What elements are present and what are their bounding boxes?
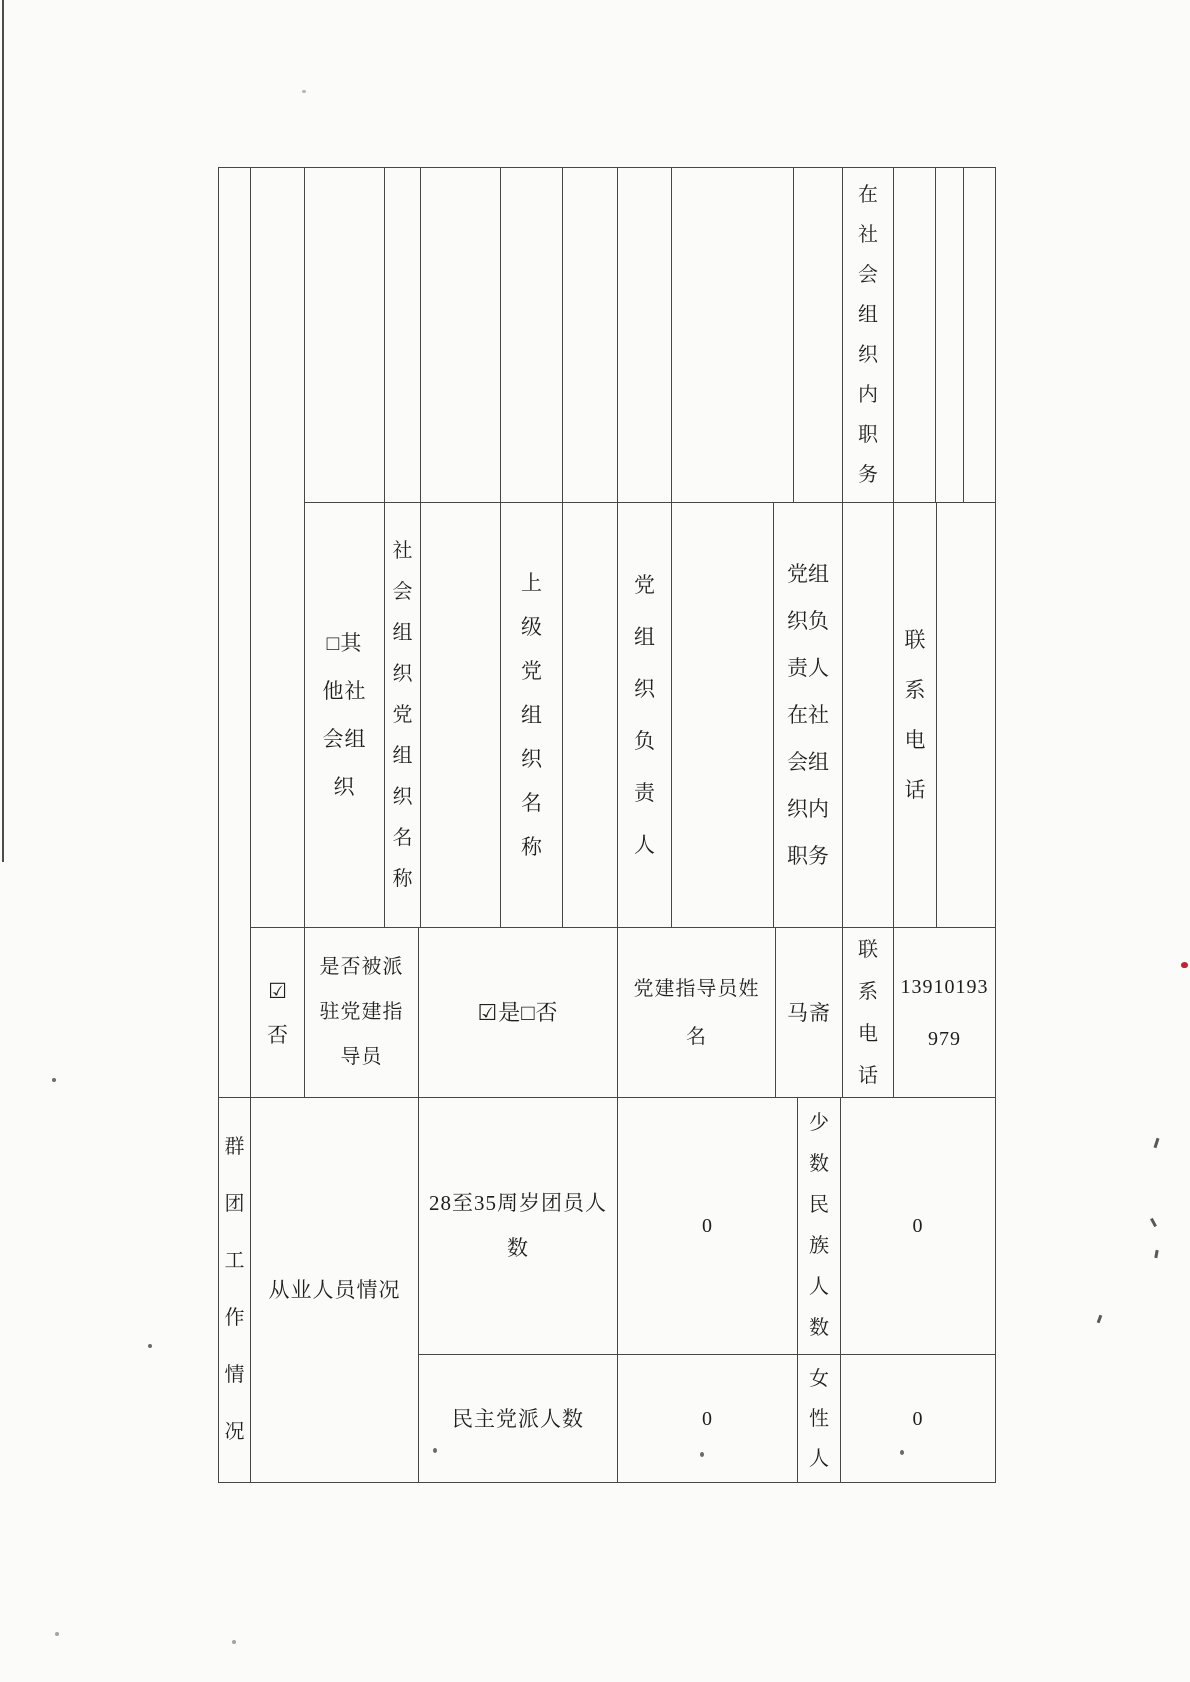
cell-r3-contact-phone-header — [842, 927, 894, 1098]
cell-democratic-party-value — [617, 1354, 798, 1483]
cell-no-checkbox — [250, 927, 305, 1098]
scan-mark-2 — [1150, 1218, 1157, 1227]
cell-yes-no-checkbox — [418, 927, 618, 1098]
cell-section-group-work — [218, 1097, 251, 1483]
cell-r1-empty-10 — [935, 167, 964, 503]
cell-social-org-party-org-name-header — [384, 502, 421, 928]
other-social-org-label: □其他社会组织 — [322, 631, 367, 799]
cell-league-members-label — [418, 1097, 618, 1355]
cell-other-social-org — [304, 502, 385, 928]
female-label: 女性人 — [809, 1367, 829, 1470]
scan-speck-4 — [700, 1452, 704, 1457]
cell-left-spacer-column — [218, 167, 251, 1098]
scan-speck-5 — [900, 1450, 904, 1455]
social-org-party-org-name-label: 社会组织党组织名称 — [392, 539, 413, 890]
superior-party-org-name-label: 上级党组织名称 — [521, 571, 542, 859]
party-org-leader-label: 党组织负责人 — [634, 573, 655, 857]
scan-speck-3 — [433, 1448, 437, 1453]
cell-position-in-org-header — [842, 167, 894, 503]
cell-instructor-name-value — [775, 927, 843, 1098]
scan-mark-3 — [1154, 1250, 1158, 1258]
r3-contact-phone-header-label: 联系电话 — [858, 938, 878, 1087]
scan-speck-6 — [302, 90, 306, 93]
position-in-org-header-label: 在社会组织内职务 — [858, 184, 878, 486]
cell-r1-empty-11 — [963, 167, 996, 503]
minority-value: 0 — [912, 1215, 924, 1237]
female-value: 0 — [912, 1407, 924, 1430]
scan-mark-4 — [1097, 1315, 1103, 1324]
contact-phone-value: 13910193979 — [900, 975, 989, 1050]
red-ink-dot — [1181, 962, 1188, 968]
scan-mark-1 — [1154, 1138, 1160, 1148]
cell-r1-empty-4 — [500, 167, 563, 503]
cell-instructor-assigned-label — [304, 927, 419, 1098]
no-checkbox-label: ☑否 — [267, 978, 288, 1047]
cell-r1-empty-5 — [562, 167, 618, 503]
cell-r1-empty-9 — [893, 167, 936, 503]
cell-r1-empty-3 — [420, 167, 501, 503]
cell-staff-situation — [250, 1097, 419, 1483]
cell-r3-contact-phone-value — [893, 927, 996, 1098]
contact-phone-header-label: 联系电话 — [904, 628, 926, 802]
cell-superior-party-org-name-value — [562, 502, 618, 928]
cell-league-members-value — [617, 1097, 798, 1355]
cell-r1-empty-7 — [671, 167, 794, 503]
league-members-label: 28至35周岁团员人数 — [429, 1191, 607, 1260]
cell-leader-position-in-org-value — [842, 502, 894, 928]
instructor-name-label: 党建指导员姓名 — [633, 977, 760, 1048]
cell-democratic-party-label — [418, 1354, 618, 1483]
section-group-work-label: 群团工作情况 — [224, 1136, 245, 1443]
instructor-name-value: 马斋 — [787, 1000, 831, 1025]
cell-r1-empty-8 — [793, 167, 843, 503]
cell-party-org-leader-value — [671, 502, 774, 928]
cell-superior-party-org-name-header — [500, 502, 563, 928]
cell-r1-empty-6 — [617, 167, 672, 503]
cell-leader-position-in-org-header — [773, 502, 843, 928]
cell-instructor-name-label — [617, 927, 776, 1098]
cell-second-spacer-column — [250, 167, 305, 928]
staff-situation-label: 从业人员情况 — [268, 1278, 401, 1302]
cell-minority-label — [797, 1097, 841, 1355]
cell-female-value — [840, 1354, 996, 1483]
scan-speck-8 — [232, 1640, 236, 1644]
democratic-party-value: 0 — [702, 1407, 713, 1430]
instructor-assigned-label: 是否被派驻党建指导员 — [319, 956, 404, 1068]
cell-social-org-party-org-name-value — [420, 502, 501, 928]
scan-edge-line — [2, 0, 4, 862]
democratic-party-label: 民主党派人数 — [452, 1406, 584, 1431]
minority-label: 少数民族人数 — [809, 1112, 829, 1339]
cell-r2-contact-phone-value — [936, 502, 996, 928]
cell-minority-value — [840, 1097, 996, 1355]
cell-party-org-leader-header — [617, 502, 672, 928]
yes-no-checkbox-label: ☑是□否 — [477, 999, 559, 1025]
cell-r1-empty-2 — [384, 167, 421, 503]
scan-speck-1 — [52, 1078, 56, 1082]
scan-speck-7 — [55, 1632, 59, 1636]
league-members-value: 0 — [702, 1215, 713, 1237]
leader-position-in-org-label: 党组织负责人在社会组织内职务 — [787, 561, 829, 868]
cell-r2-contact-phone-header — [893, 502, 937, 928]
cell-female-label — [797, 1354, 841, 1483]
cell-r1-empty-1 — [304, 167, 385, 503]
scan-speck-2 — [148, 1344, 152, 1348]
